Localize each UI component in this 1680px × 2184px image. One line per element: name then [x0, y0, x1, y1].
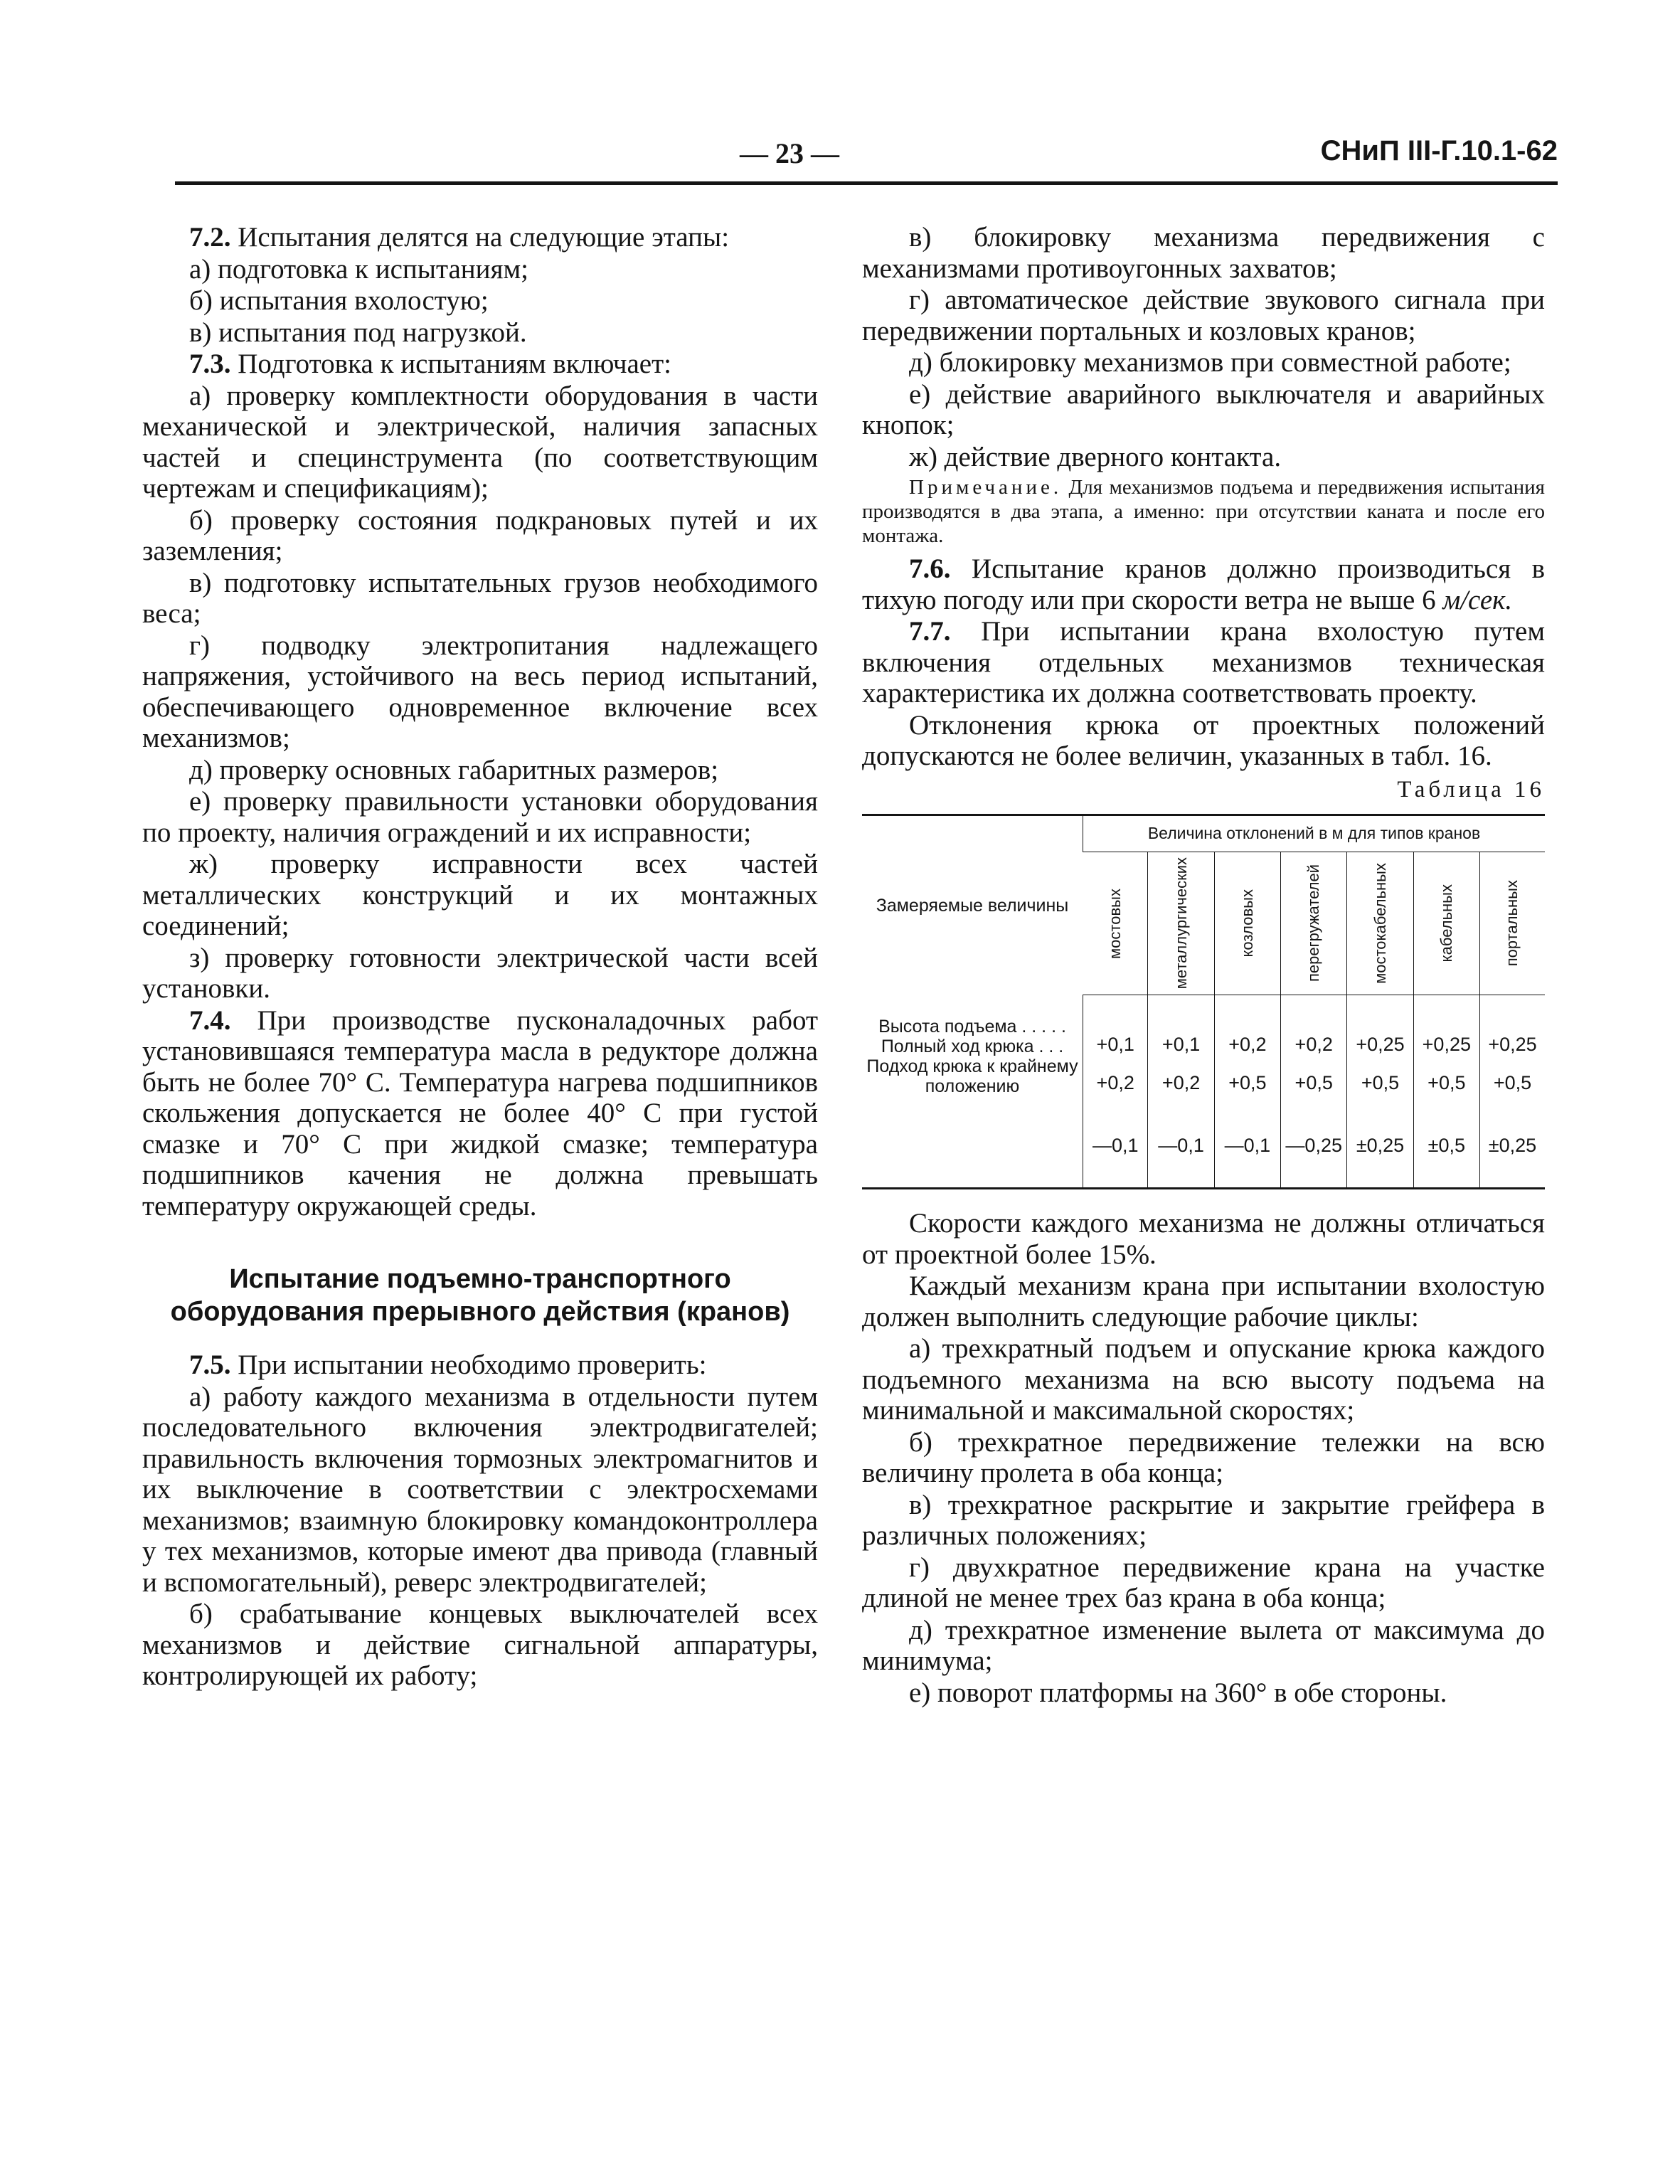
left-column [142, 222, 818, 1692]
list-item: в) испытания под нагрузкой. [189, 317, 527, 348]
list-item: а) работу каждого механизма в отдельности путем последовательного включения электродвигателей; правильность включения тормозных электромагнитов и их выключение в соответствии с электросхемами механизмов; взаимную блокировку командоконтроллера у тех механизмов, которые имеют два привода (главный и вспомогательный), реверс электродвигателей; [142, 1381, 818, 1598]
column-header: мостокабельных [1347, 852, 1413, 995]
table-cell: +0,2 +0,5 —0,25 [1281, 995, 1347, 1189]
list-item: б) трехкратное передвижение тележки на всю величину пролета в оба конца; [862, 1426, 1545, 1488]
list-item: е) поворот платформы на 360° в обе стороны. [909, 1677, 1447, 1708]
paragraph: Скорости каждого механизма не должны отличаться от проектной более 15%. [862, 1208, 1545, 1270]
paragraph-7-2 [142, 222, 818, 253]
column-header: козловых [1214, 852, 1280, 995]
table-cell: +0,2 +0,5 —0,1 [1214, 995, 1280, 1189]
table-cell: +0,25 +0,5 ±0,5 [1413, 995, 1479, 1189]
standard-code: СНиП III-Г.10.1-62 [1320, 135, 1558, 166]
list-item: а) проверку комплектности оборудования в части механической и электрической, наличия запасных частей и специнструмента (по соответствующим чертежам и спецификациям); [142, 380, 818, 504]
list-item: ж) проверку исправности всех частей металлических конструкций и их монтажных соединений; [142, 849, 818, 941]
list-item: г) автоматическое действие звукового сигнала при передвижении портальных и козловых кранов; [862, 285, 1545, 346]
table-16 [862, 814, 1545, 1189]
table-cell: +0,1 +0,2 —0,1 [1083, 995, 1148, 1189]
list-item: г) двухкратное передвижение крана на участке длиной не менее трех баз крана в оба конца; [862, 1552, 1545, 1613]
paragraph-text: При испытании необходимо проверить: [230, 1350, 707, 1380]
clause-number: 7.5. [189, 1350, 231, 1380]
list-item: а) подготовка к испытаниям; [189, 253, 528, 285]
group-header: Величина отклонений в м для типов кранов [1083, 815, 1546, 852]
row-label: Полный ход крюка . . . [881, 1036, 1064, 1056]
paragraph-text: Испытание кранов должно производиться в тихую погоду или при скорости ветра не выше 6 [862, 553, 1545, 615]
table-body-row [862, 995, 1545, 1189]
note-text: Для механизмов подъема и передвижения испытания производятся в два этапа, а именно: при отсутствии каната и после его монтажа. [862, 476, 1545, 547]
header-rule [175, 181, 1558, 185]
paragraph-text: Подготовка к испытаниям включает: [230, 349, 671, 379]
list-item: з) проверку готовности электрической части всей установки. [142, 942, 818, 1004]
table-cell: +0,1 +0,2 —0,1 [1148, 995, 1214, 1189]
paragraph-text: При производстве пусконаладочных работ установившаяся температура масла в редукторе должна быть не более 70° С. Температура нагрева подшипников скольжения допускается не более 40° С при густой смазке и 70° С при жидкой смазке; температура подшипников качения не должна превышать температуру окружающей среды. [142, 1004, 818, 1221]
column-header: металлургических [1148, 852, 1214, 995]
list-item: е) проверку правильности установки оборудования по проекту, наличия ограждений и их исправности; [142, 786, 818, 848]
list-item: д) трехкратное изменение вылета от максимума до минимума; [862, 1614, 1545, 1676]
list-item: б) срабатывание концевых выключателей всех механизмов и действие сигнальной аппаратуры, контролирующей их работу; [142, 1599, 818, 1691]
note [862, 475, 1545, 548]
column-header: перегружателей [1281, 852, 1347, 995]
column-header: портальных [1479, 852, 1545, 995]
row-header: Замеряемые величины [876, 895, 1069, 916]
clause-number: 7.6. [909, 553, 951, 584]
paragraph-text: При испытании крана вхолостую путем включения отдельных механизмов техническая характеристика их должна соответствовать проекту. [862, 616, 1545, 709]
paragraph: Каждый механизм крана при испытании вхолостую должен выполнить следующие рабочие циклы: [862, 1271, 1545, 1332]
paragraph-7-4 [142, 1005, 818, 1222]
list-item: е) действие аварийного выключателя и аварийных кнопок; [862, 378, 1545, 440]
paragraph-7-5 [142, 1350, 818, 1381]
row-label: Подход крюка к крайнему положению [866, 1056, 1078, 1096]
list-item: а) трехкратный подъем и опускание крюка каждого подъемного механизма на всю высоту подъема на минимальной и максимальной скоростях; [862, 1333, 1545, 1426]
note-label: Примечание. [909, 476, 1063, 499]
row-label: Высота подъема . . . . . [878, 1016, 1066, 1037]
column-header: мостовых [1083, 852, 1148, 995]
list-item: г) подводку электропитания надлежащего напряжения, устойчивого на весь период испытаний, обеспечивающего одновременное включение всех механизмов; [142, 630, 818, 753]
list-item: д) проверку основных габаритных размеров; [189, 754, 719, 785]
row-labels [862, 995, 1083, 1189]
table-label: Таблица 16 [1397, 776, 1545, 802]
paragraph-7-6 [862, 553, 1545, 615]
paragraph-7-3 [142, 349, 818, 380]
clause-number: 7.3. [189, 349, 231, 379]
page-number: — 23 — [740, 137, 839, 169]
right-column [862, 222, 1545, 1709]
section-heading: Испытание подъемно-транспортного оборудования прерывного действия (кранов) [170, 1264, 790, 1327]
paragraph-deviations: Отклонения крюка от проектных положений допускаются не более величин, указанных в табл. 16. [862, 709, 1545, 771]
paragraph-7-7 [862, 616, 1545, 709]
clause-number: 7.4. [189, 1004, 231, 1036]
list-item: б) испытания вхолостую; [189, 285, 489, 316]
list-item: в) трехкратное раскрытие и закрытие грейфера в различных положениях; [862, 1489, 1545, 1551]
list-item: в) подготовку испытательных грузов необходимого веса; [142, 567, 818, 629]
table-cell: +0,25 +0,5 ±0,25 [1479, 995, 1545, 1189]
list-item: д) блокировку механизмов при совместной работе; [909, 347, 1511, 378]
list-item: ж) действие дверного контакта. [909, 441, 1282, 472]
table-cell: +0,25 +0,5 ±0,25 [1347, 995, 1413, 1189]
paragraph-text: Испытания делятся на следующие этапы: [230, 222, 730, 253]
clause-number: 7.2. [189, 222, 231, 253]
clause-number: 7.7. [909, 616, 951, 647]
unit: м/сек. [1442, 584, 1513, 615]
column-header: кабельных [1413, 852, 1479, 995]
list-item: в) блокировку механизма передвижения с механизмами противоугонных захватов; [862, 222, 1545, 284]
list-item: б) проверку состояния подкрановых путей и их заземления; [142, 504, 818, 566]
